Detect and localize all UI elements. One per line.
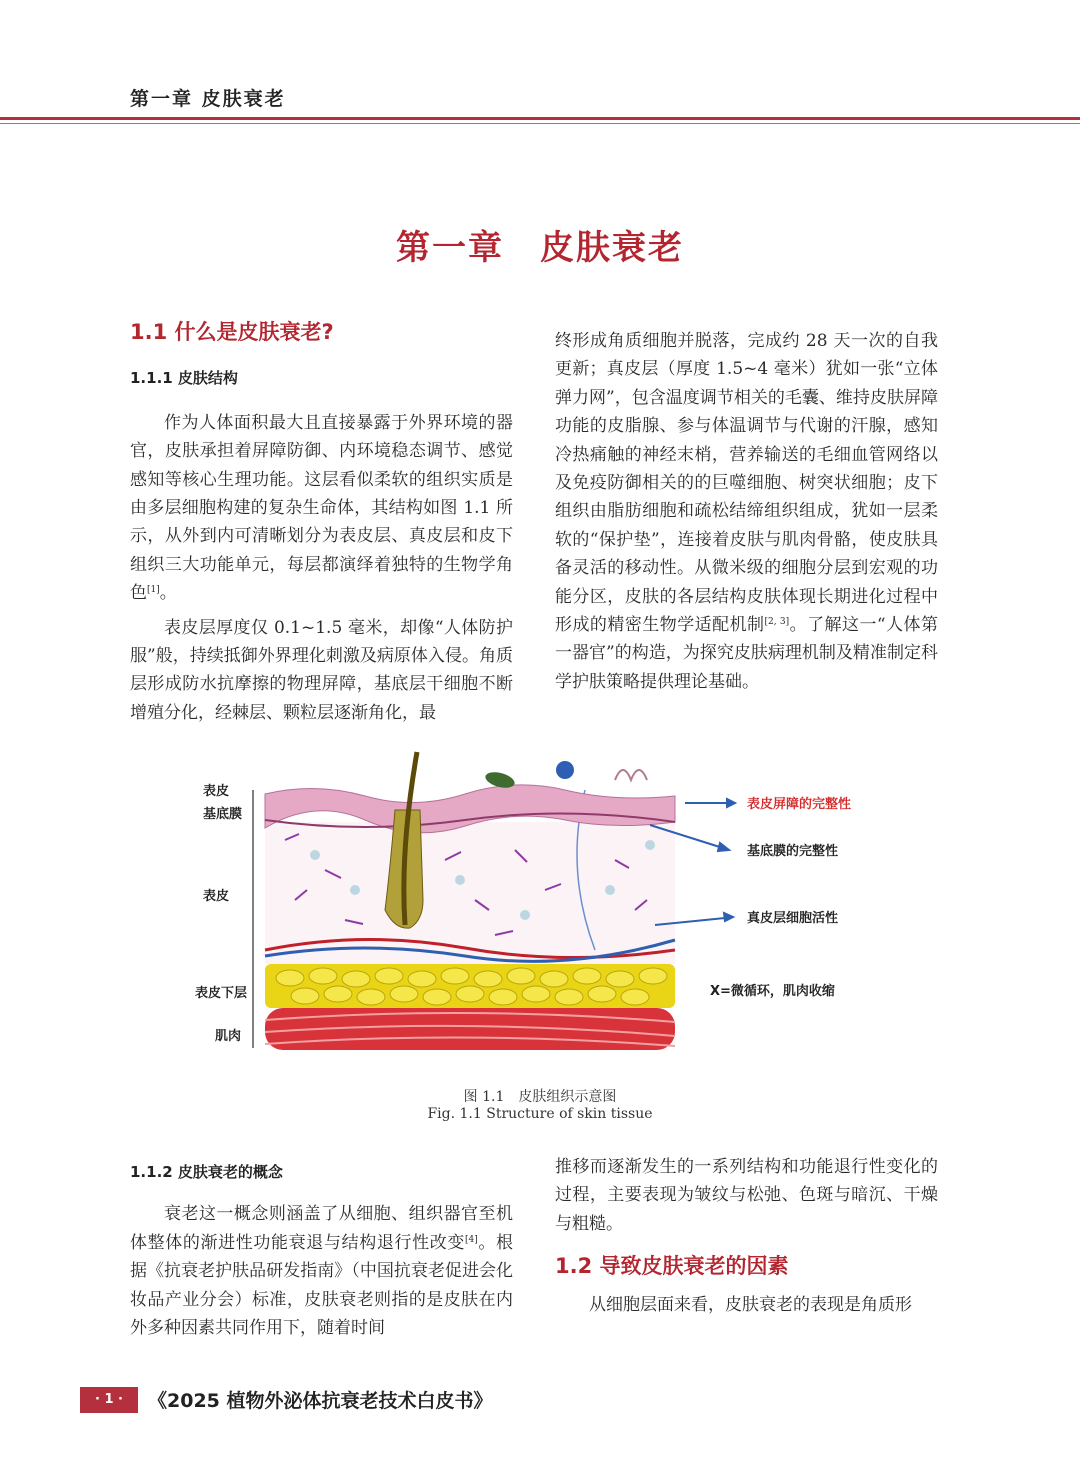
fat-layer bbox=[265, 964, 675, 1008]
left-column-top bbox=[130, 318, 513, 727]
footer-book-title: 《2025 植物外泌体抗衰老技术白皮书》 bbox=[148, 1390, 493, 1412]
label-dermis: 表皮 bbox=[203, 889, 230, 904]
citation: [1] bbox=[147, 585, 160, 596]
left-column-bottom bbox=[130, 1158, 513, 1342]
paragraph-aging-factors: 从细胞层面来看，皮肤衰老的表现是角质形 bbox=[589, 1294, 912, 1315]
skin-tissue-figure bbox=[195, 750, 875, 1060]
citation: [4] bbox=[465, 1234, 478, 1245]
section-heading-1-2: 1.2 导致皮肤衰老的因素 bbox=[555, 1254, 789, 1279]
section-heading-1-1: 1.1 什么是皮肤衰老? bbox=[130, 320, 334, 344]
paragraph-aging-concept: 衰老这一概念则涵盖了从细胞、组织器官至机体整体的渐进性功能衰退与结构退行性改变[4]。根据《抗衰老护肤品研发指南》（中国抗衰老促进会化妆品产业分会）标准，皮肤衰老则指的是皮肤在内外多种因素共同作用下，随着时间 bbox=[130, 1204, 514, 1339]
label-microcirculation: X=微循环，肌肉收缩 bbox=[710, 984, 835, 999]
label-basement-integrity: 基底膜的完整性 bbox=[747, 844, 839, 859]
label-epidermis: 表皮 bbox=[203, 784, 230, 799]
running-header: 第一章 皮肤衰老 bbox=[130, 88, 286, 110]
right-column-top bbox=[555, 327, 938, 696]
paragraph-skin-structure-continued: 终形成角质细胞并脱落，完成约 28 天一次的自我更新；真皮层（厚度 1.5~4 毫米）犹如一张“立体弹力网”，包含温度调节相关的毛囊、维持皮肤屏障功能的皮脂腺、参与体温调节与代谢的汗腺，感知冷热痛触的神经末梢，营养输送的毛细血管网络以及免疫防御相关的的巨噬细胞、树突状细胞；皮下组织由脂肪细胞和疏松结缔组织组成，犹如一层柔软的“保护垫”，连接着皮肤与肌肉骨骼，使皮肤具备灵活的移动性。从微米级的细胞分层到宏观的功能分区，皮肤的各层结构皮肤体现长期进化过程中形成的精密生物学适配机制[2, 3]。了解这一“人体第一器官”的构造，为探究皮肤病理机制及精准制定科学护肤策略提供理论基础。 bbox=[555, 331, 938, 692]
figure-caption-cn: 图 1.1 皮肤组织示意图 bbox=[463, 1089, 617, 1105]
label-subcutaneous: 表皮下层 bbox=[195, 986, 248, 1001]
paragraph-skin-structure-2: 表皮层厚度仅 0.1~1.5 毫米，却像“人体防护服”般，持续抵御外界理化刺激及病原体入侵。角质层形成防水抗摩擦的物理屏障，基底层干细胞不断增殖分化，经棘层、颗粒层逐渐角化，最 bbox=[130, 617, 513, 723]
subsection-heading-1-1-2: 1.1.2 皮肤衰老的概念 bbox=[130, 1163, 283, 1181]
page-number-badge: · 1 · bbox=[80, 1387, 138, 1413]
citation: [2, 3] bbox=[764, 617, 790, 628]
subsection-heading-1-1-1: 1.1.1 皮肤结构 bbox=[130, 369, 238, 388]
label-dermal-activity: 真皮层细胞活性 bbox=[747, 911, 839, 926]
microbe-icons bbox=[484, 761, 647, 791]
header-rule bbox=[0, 117, 1080, 120]
label-epidermal-barrier: 表皮屏障的完整性 bbox=[747, 797, 852, 812]
paragraph-skin-structure-1: 作为人体面积最大且直接暴露于外界环境的器官，皮肤承担着屏障防御、内环境稳态调节、感觉感知等核心生理功能。这层看似柔软的组织实质是由多层细胞构建的复杂生命体，其结构如图 1.1 所示，从外到内可清晰划分为表皮层、真皮层和皮下组织三大功能单元，每层都演绎着独特的生物学角色[1]。 bbox=[130, 412, 513, 604]
label-basement-membrane: 基底膜 bbox=[203, 807, 243, 822]
label-muscle: 肌肉 bbox=[215, 1029, 242, 1044]
figure-caption-en: Fig. 1.1 Structure of skin tissue bbox=[427, 1106, 653, 1122]
right-column-bottom bbox=[555, 1153, 938, 1319]
muscle-layer bbox=[265, 1008, 675, 1050]
chapter-title: 第一章 皮肤衰老 bbox=[396, 228, 684, 268]
header-rule-thin bbox=[0, 123, 1080, 124]
paragraph-aging-concept-continued: 推移而逐渐发生的一系列结构和功能退行性变化的过程，主要表现为皱纹与松弛、色斑与暗沉、干燥与粗糙。 bbox=[555, 1157, 938, 1234]
